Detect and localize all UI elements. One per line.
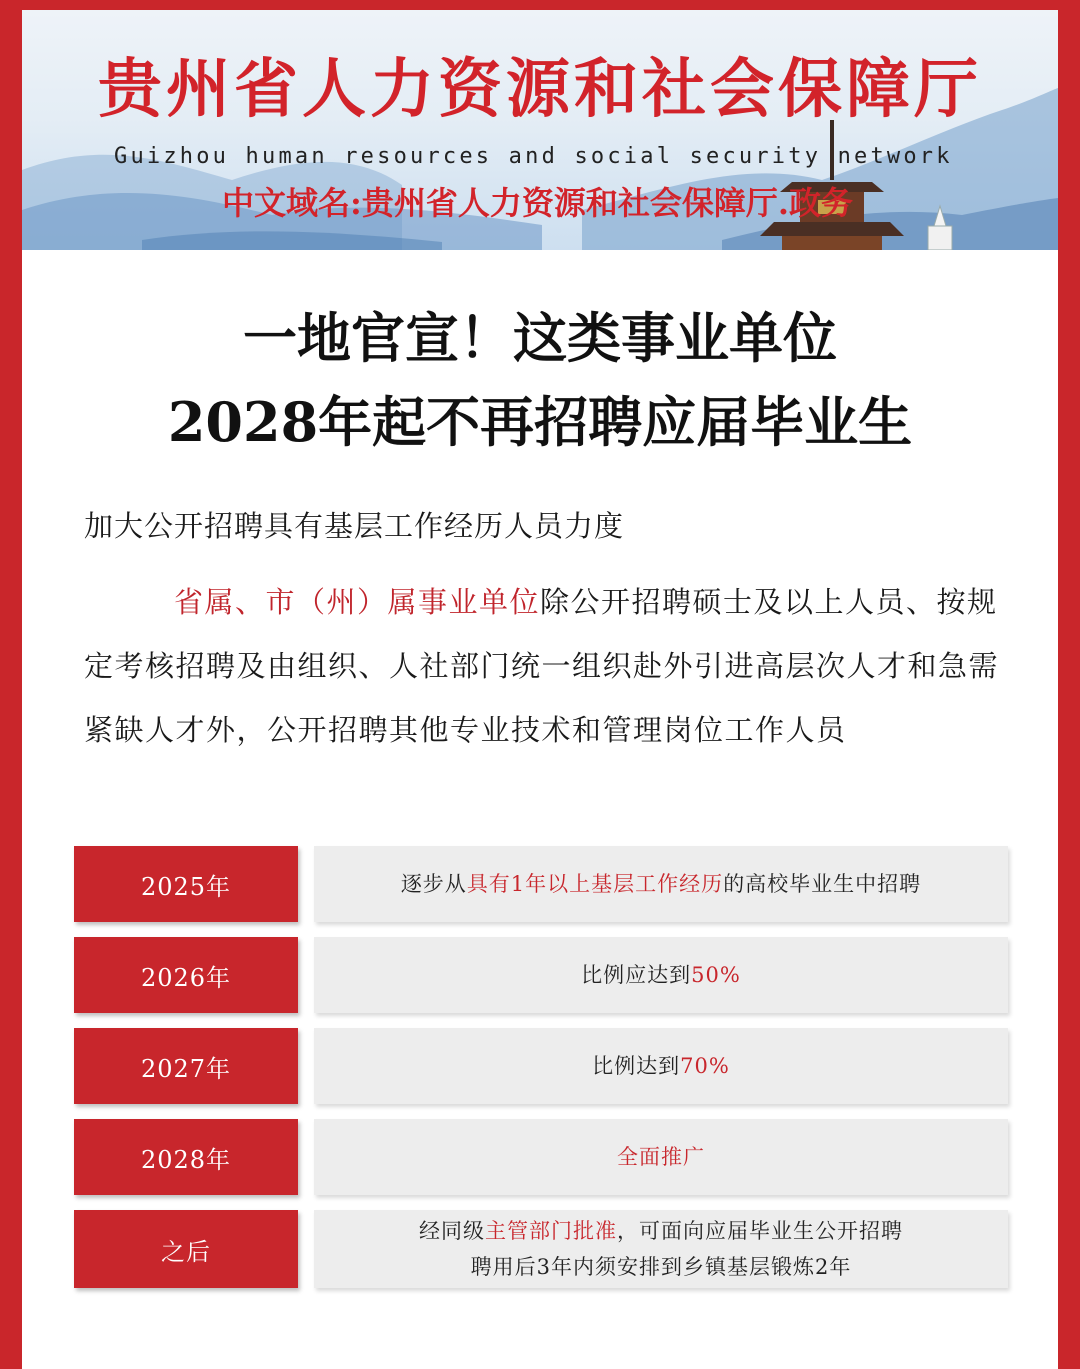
section-lead: 加大公开招聘具有基层工作经历人员力度	[84, 509, 625, 543]
description-text: 比例达到	[592, 1054, 681, 1078]
headline-line-2: 2028年起不再招聘应届毕业生	[167, 390, 913, 454]
description-highlight: 50%	[691, 963, 741, 987]
table-row	[74, 1210, 1008, 1288]
description-highlight: 70%	[680, 1054, 730, 1078]
year-cell: 之后	[74, 1210, 298, 1288]
table-row	[74, 846, 1008, 922]
description-text: 比例应达到	[581, 963, 692, 987]
table-row	[74, 937, 1008, 1013]
department-name: 贵州省人力资源和社会保障厅	[98, 53, 982, 127]
description-text: 逐步从	[400, 872, 467, 896]
description-text: ，可面向应届毕业生公开招聘	[617, 1219, 903, 1243]
year-cell: 2028年	[74, 1119, 298, 1195]
header-banner	[22, 10, 1058, 250]
english-subtitle: Guizhou human resources and social security network	[114, 144, 953, 169]
headline-line-1: 一地官宣！这类事业单位	[243, 306, 837, 370]
description-text: 经同级	[419, 1219, 485, 1243]
description-cell	[314, 1210, 1008, 1288]
description-cell	[314, 1028, 1008, 1104]
description-cell	[314, 846, 1008, 922]
policy-paragraph	[84, 570, 1014, 762]
table-row	[74, 1028, 1008, 1104]
description-text: 的高校毕业生中招聘	[723, 872, 922, 896]
headline	[22, 296, 1058, 464]
description-second-line: 聘用后3年内须安排到乡镇基层锻炼2年	[470, 1255, 852, 1279]
year-cell: 2025年	[74, 846, 298, 922]
description-highlight: 主管部门批准	[485, 1219, 617, 1243]
chinese-domain-name: 中文域名:贵州省人力资源和社会保障厅.政务	[222, 184, 853, 222]
table-row	[74, 1119, 1008, 1195]
poster	[22, 10, 1058, 1369]
description-cell	[314, 937, 1008, 1013]
description-cell	[314, 1119, 1008, 1195]
highlighted-units: 省属、市（州）属事业单位	[174, 585, 541, 619]
description-highlight: 具有1年以上基层工作经历	[466, 872, 724, 896]
paragraph-text: 除公开招聘硕士及以上人员、按规定考核招聘及由组织、人社部门统一组织赴外引进高层次人才和急需紧缺人才外，公开招聘其他专业技术和管理岗位工作人员	[84, 585, 1000, 747]
recruitment-timeline-table	[74, 846, 1008, 1303]
year-cell: 2027年	[74, 1028, 298, 1104]
description-highlight: 全面推广	[617, 1145, 705, 1169]
year-cell: 2026年	[74, 937, 298, 1013]
